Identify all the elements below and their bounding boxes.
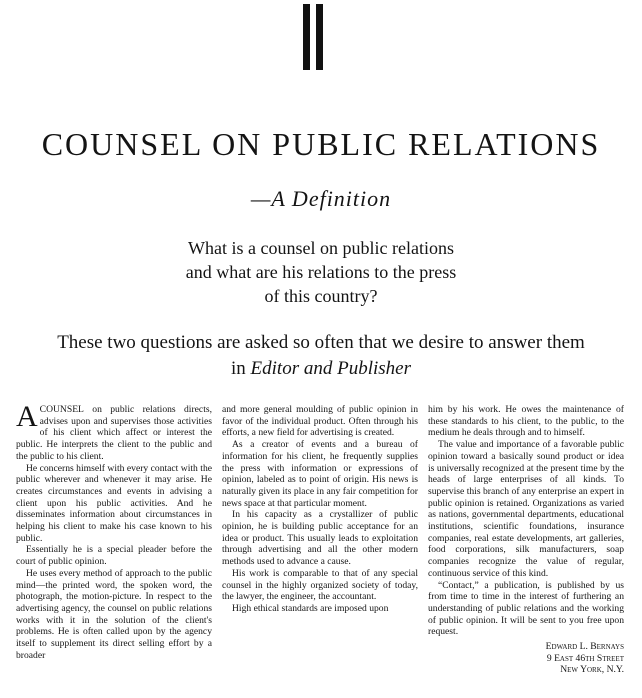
- signature-city: New York, N.Y.: [560, 664, 624, 676]
- signature-name: Edward L. Bernays: [545, 641, 624, 653]
- lead-word: COUNSEL: [39, 404, 84, 415]
- intro-prefix: in: [231, 358, 251, 379]
- drop-cap: A: [16, 400, 38, 433]
- intro-line: [10, 356, 632, 382]
- publication-name: Editor and Publisher: [250, 358, 411, 379]
- column-1: [16, 400, 212, 661]
- paragraph: He concerns himself with every contact with the public wherever and whenever it may arise. He creates circumstances and events in advising a client upon his public activities. And he disseminates information about circumstances in helping his client to make his case known to his public.: [16, 462, 212, 544]
- question-line: and what are his relations to the press: [185, 262, 457, 282]
- paragraph: “Contact,” a publication, is published by us from time to time in the interest of furthering an understanding of public relations and the working of public opinion. It will be sent to you free upon request.: [428, 579, 624, 638]
- paragraph: In his capacity as a crystallizer of public opinion, he is building public acceptance for an idea or product. This usually leads to exploitation through advertising and all the other modern methods used to advance a cause.: [222, 509, 418, 568]
- paragraph: As a creator of events and a bureau of information for his client, he frequently supplies the press with information or expressions of opinion, labeled as to point of origin. His news is naturally given its place in any fair competition for news space at that particular moment.: [222, 439, 418, 509]
- paragraph: High ethical standards are imposed upon: [232, 602, 389, 614]
- paragraph: [16, 400, 212, 463]
- paragraph: The value and importance of a favorable public opinion toward a basically sound product or idea is universally recognized at the present time by the heads of large enterprises of all kinds. To supervise this branch of any enterprise an expert in public opinion is retained. Organizations as varied as nations, governmental departments, educational institutions, scientific foundations, insurance companies, real estate developments, art galleries, food corporations, silk manufacturers, soap companies recognize the value of regular, continuous service of this kind.: [428, 439, 624, 579]
- signature-block: [428, 641, 624, 676]
- signature-street: 9 East 46th Street: [546, 652, 624, 664]
- numeral-stroke: [316, 4, 323, 70]
- paragraph: He uses every method of approach to the public mind—the printed word, the spoken word, the photograph, the motion-picture. In respect to the advertising agency, the counsel on public relations works with it in the solution of the client's problems. He is often called upon by the agency itself to supplement its direct selling effort by a broader: [16, 567, 212, 661]
- intro-line: These two questions are asked so often that we desire to answer them: [57, 332, 585, 353]
- paragraph: His work is comparable to that of any special counsel in the highly organized society of today, the lawyer, the engineer, the accountant.: [222, 567, 418, 603]
- question-block: [100, 236, 542, 308]
- page-subtitle: —A Definition: [250, 186, 392, 211]
- page-title: COUNSEL ON PUBLIC RELATIONS: [41, 126, 601, 162]
- column-2: [222, 404, 418, 615]
- paragraph-text: on public relations directs, advises upon and supervises those activities of his client which affect or interest the public. He interprets the client to the public and the public to his client.: [16, 404, 212, 462]
- roman-numeral-ii: [303, 4, 323, 70]
- paragraph: Essentially he is a special pleader before the court of public opinion.: [16, 544, 212, 568]
- paragraph: him by his work. He owes the maintenance of these standards to his client, to the public, to the medium he deals through and to himself.: [428, 404, 624, 439]
- question-line: of this country?: [264, 286, 378, 306]
- question-line: What is a counsel on public relations: [188, 238, 454, 258]
- column-3: [428, 404, 624, 676]
- paragraph: and more general moulding of public opinion in favor of the individual product. Often through his efforts, a new field for advertising is created.: [222, 404, 418, 439]
- intro-statement: [10, 330, 632, 382]
- numeral-stroke: [303, 4, 310, 70]
- article-body: [16, 400, 624, 698]
